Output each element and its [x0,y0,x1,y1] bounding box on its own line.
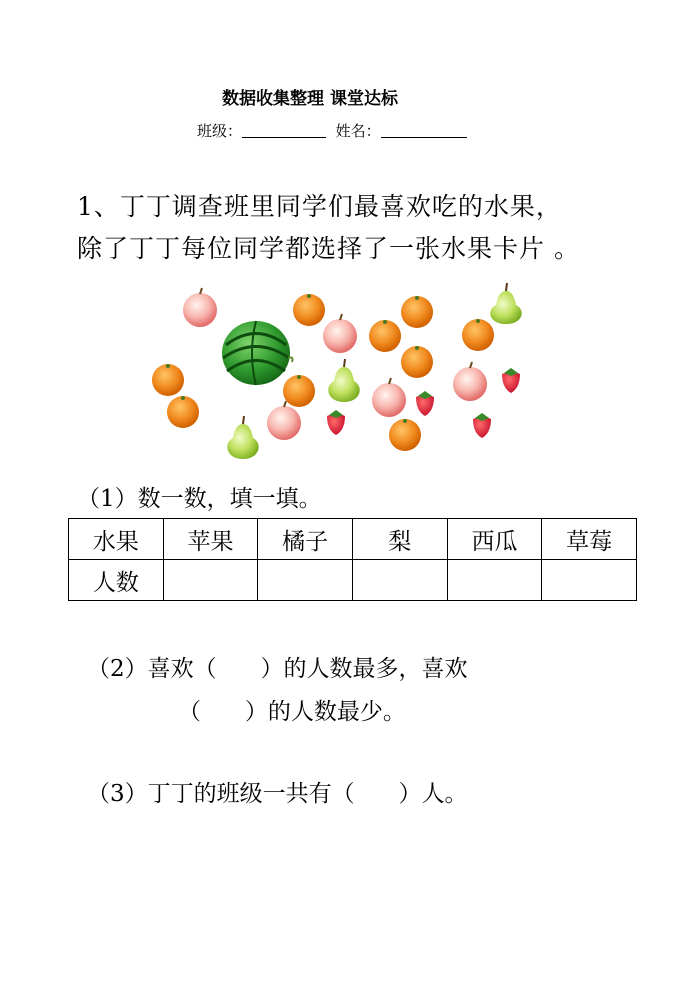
fruit-count-table [68,518,637,601]
header-cell: 苹果 [163,519,258,560]
pear-icon [227,416,258,459]
header-cell: 草莓 [542,519,637,560]
header-cell: 水果 [69,519,164,560]
answer-cell[interactable] [258,560,353,601]
answer-cell[interactable] [163,560,258,601]
watermelon-icon [222,321,293,385]
orange-icon [462,319,494,351]
header-cell: 西瓜 [447,519,542,560]
answer-cell[interactable] [447,560,542,601]
orange-icon [401,346,433,378]
part-3-question: （3）丁丁的班级一共有（ ）人。 [87,781,468,807]
part-2-line-1: （2）喜欢（ ）的人数最多，喜欢 [87,656,468,682]
page-title: 数据收集整理 课堂达标 [222,89,398,109]
part-1-prompt: （1）数一数，填一填。 [77,486,322,512]
answer-cell[interactable] [542,560,637,601]
apple-icon [372,378,406,417]
apple-icon [267,401,301,440]
class-label: 班级： [197,122,243,140]
table-row [69,560,637,601]
orange-icon [369,320,401,352]
strawberry-icon [502,368,520,393]
orange-icon [401,296,433,328]
orange-icon [152,364,184,396]
apple-icon [183,288,217,327]
row-label-cell: 人数 [69,560,164,601]
header-cell: 梨 [352,519,447,560]
orange-icon [167,396,199,428]
table-header-row [69,519,637,560]
header-cell: 橘子 [258,519,353,560]
strawberry-icon [327,410,345,435]
orange-icon [389,419,421,451]
name-label: 姓名： [335,122,381,140]
pear-icon [490,283,521,324]
orange-icon [283,375,315,407]
orange-icon [293,294,325,326]
answer-cell[interactable] [352,560,447,601]
apple-icon [323,314,357,353]
part-2-line-2: （ ）的人数最少。 [178,699,406,725]
strawberry-icon [473,413,491,438]
strawberry-icon [416,391,434,416]
question-1-line-2: 除了丁丁每位同学都选择了一张水果卡片 。 [77,234,580,263]
pear-icon [328,359,359,402]
question-1-line-1: 1、丁丁调查班里同学们最喜欢吃的水果， [77,192,562,221]
apple-icon [453,362,487,401]
